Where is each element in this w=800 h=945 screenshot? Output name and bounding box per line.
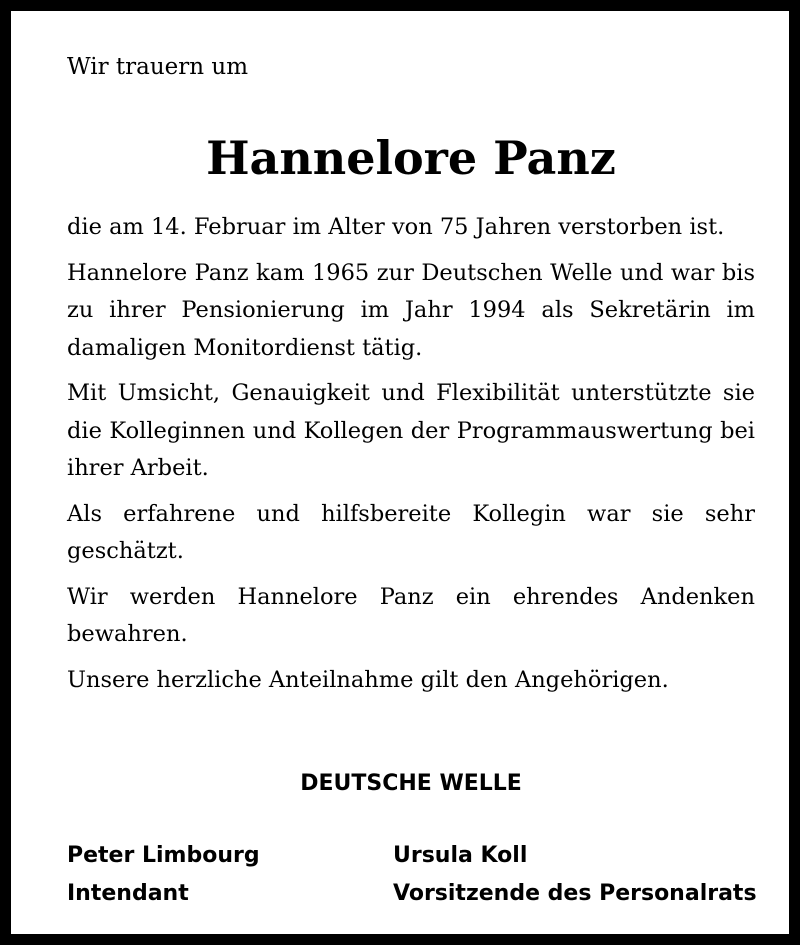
deceased-name: Hannelore Panz <box>206 131 616 185</box>
notice-content <box>67 51 755 917</box>
remembrance-paragraph: Wir werden Hannelore Panz ein ehrendes Andenken bewahren. <box>67 583 755 647</box>
signer-name: Ursula Koll <box>393 843 528 868</box>
intro-line: Wir trauern um <box>67 54 249 80</box>
work-paragraph: Mit Umsicht, Genauigkeit und Flexibilität unterstützte sie die Kolleginnen und Kollegen der Programmauswertung bei ihrer Arbeit. <box>67 380 755 481</box>
signer-left <box>67 837 260 913</box>
signer-right <box>393 837 757 913</box>
signer-name: Peter Limbourg <box>67 843 260 868</box>
signer-title: Intendant <box>67 881 189 906</box>
career-paragraph: Hannelore Panz kam 1965 zur Deutschen Welle und war bis zu ihrer Pensionierung im Jahr 1994 als Sekretärin im damaligen Monitordienst tätig. <box>67 259 755 361</box>
signer-title: Vorsitzende des Personalrats <box>393 881 757 906</box>
signers <box>67 837 755 917</box>
organization-name: DEUTSCHE WELLE <box>300 771 522 796</box>
death-announcement: die am 14. Februar im Alter von 75 Jahren verstorben ist. <box>67 214 725 240</box>
condolence-paragraph: Unsere herzliche Anteilnahme gilt den Angehörigen. <box>67 666 669 693</box>
appreciation-paragraph: Als erfahrene und hilfsbereite Kollegin war sie sehr geschätzt. <box>67 500 755 564</box>
